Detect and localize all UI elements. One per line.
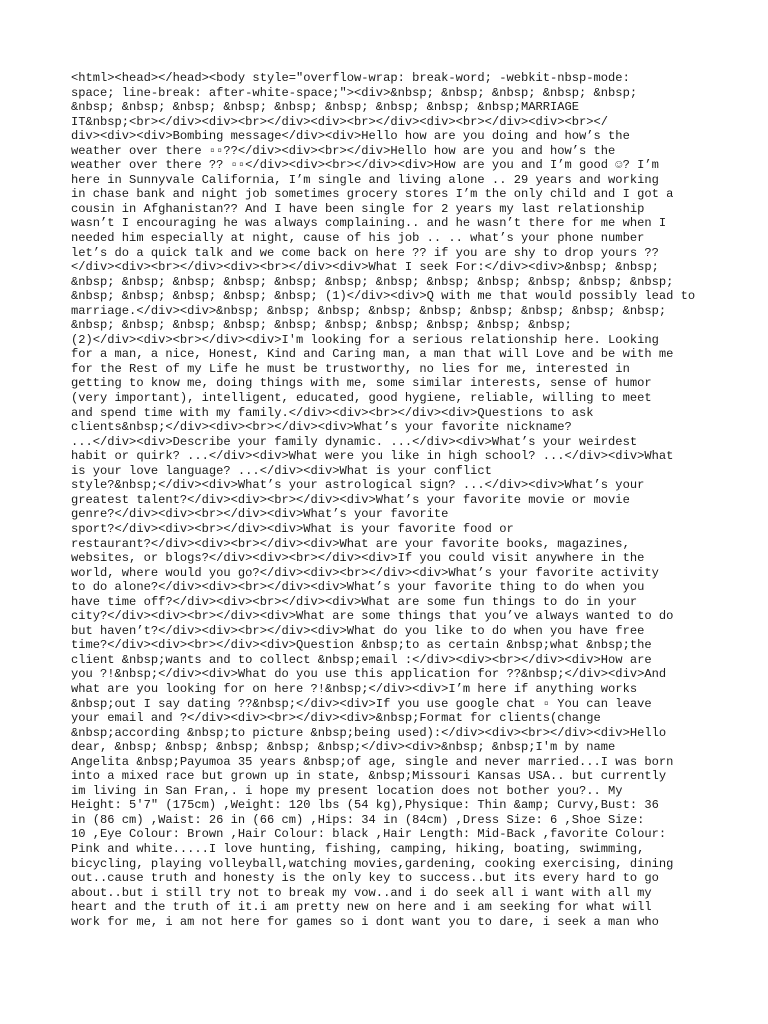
text-line: clients&nbsp;</div><div><br></div><div>What’s your favorite nickname? — [71, 420, 572, 435]
text-line: im living in San Fran,. i hope my present location does not bother you?.. My — [71, 783, 623, 798]
text-line: style?&nbsp;</div><div>What’s your astrological sign? ...</div><div>What’s your — [71, 478, 645, 493]
text-line: client &nbsp;wants and to collect &nbsp;email :</div><div><br></div><div>How are — [71, 652, 652, 667]
text-line: IT&nbsp;<br></div><div><br></div><div><br></div><div><br></div><div><br></ — [71, 114, 609, 129]
text-line: &nbsp; &nbsp; &nbsp; &nbsp; &nbsp; &nbsp; &nbsp; &nbsp; &nbsp; &nbsp; &nbsp; &nbsp; — [71, 274, 674, 289]
text-line: is your love language? ...</div><div>What is your conflict — [71, 463, 492, 478]
text-line: <html><head></head><body style="overflow-wrap: break-word; -webkit-nbsp-mode: — [71, 71, 630, 85]
text-line: for a man, a nice, Honest, Kind and Caring man, a man that will Love and be with me — [71, 347, 674, 362]
text-line: what are you looking for on here ?!&nbsp;</div><div>I’m here if anything works — [71, 681, 638, 696]
text-line: getting to know me, doing things with me, some similar interests, sense of humor — [71, 376, 652, 391]
text-line: for the Rest of my Life he must be trustworthy, no lies for me, interested in — [71, 361, 630, 376]
text-line: but haven’t?</div><div><br></div><div>What do you like to do when you have free — [71, 623, 645, 638]
text-line: bicycling, playing volleyball,watching movies,gardening, cooking exercising, dining — [71, 856, 674, 871]
text-line: greatest talent?</div><div><br></div><div>What’s your favorite movie or movie — [71, 492, 630, 507]
text-line: 10 ,Eye Colour: Brown ,Hair Colour: black ,Hair Length: Mid-Back ,favorite Colour: — [71, 827, 667, 842]
text-line: and spend time with my family.</div><div><br></div><div>Questions to ask — [71, 405, 594, 420]
text-line: </div><div><br></div><div><br></div><div>What I seek For:</div><div>&nbsp; &nbsp; — [71, 260, 659, 275]
text-line: marriage.</div><div>&nbsp; &nbsp; &nbsp; &nbsp; &nbsp; &nbsp; &nbsp; &nbsp; &nbsp; — [71, 303, 667, 318]
text-line: here in Sunnyvale California, I’m single and living alone .. 29 years and working — [71, 172, 659, 187]
text-line: (very important), intelligent, educated, good hygiene, reliable, willing to meet — [71, 391, 652, 406]
text-line: genre?</div><div><br></div><div>What’s your favorite — [71, 507, 449, 522]
text-line: Pink and white.....I love hunting, fishing, camping, hiking, boating, swimming, — [71, 841, 645, 856]
text-line: weather over there ▫▫??</div><div><br></div>Hello how are you and how’s the — [71, 143, 616, 158]
text-line: &nbsp; &nbsp; &nbsp; &nbsp; &nbsp; &nbsp; &nbsp; &nbsp; &nbsp;MARRIAGE — [71, 100, 580, 115]
text-line: restaurant?</div><div><br></div><div>What are your favorite books, magazines, — [71, 536, 630, 551]
text-line: ...</div><div>Describe your family dynamic. ...</div><div>What’s your weirdest — [71, 434, 638, 449]
text-line: heart and the truth of it.i am pretty new on here and i am seeking for what will — [71, 900, 652, 915]
text-line: needed him especially at night, cause of his job .. .. what’s your phone number — [71, 231, 645, 246]
text-line: &nbsp;out I say dating ??&nbsp;</div><div>If you use google chat ▫ You can leave — [71, 696, 652, 711]
text-line: cousin in Afghanistan?? And I have been single for 2 years my last relationship — [71, 201, 645, 216]
text-line: in chase bank and night job sometimes grocery stores I’m the only child and I got a — [71, 187, 674, 202]
text-line: in (86 cm) ,Waist: 26 in (66 cm) ,Hips: 34 in (84cm) ,Dress Size: 6 ,Shoe Size: — [71, 812, 645, 827]
text-line: &nbsp; &nbsp; &nbsp; &nbsp; &nbsp; &nbsp; &nbsp; &nbsp; &nbsp; &nbsp; — [71, 318, 572, 333]
text-line: dear, &nbsp; &nbsp; &nbsp; &nbsp; &nbsp;</div><div>&nbsp; &nbsp;I'm by name — [71, 740, 616, 755]
text-line: div><div><div>Bombing message</div><div>Hello how are you doing and how’s the — [71, 129, 630, 144]
text-line: &nbsp; &nbsp; &nbsp; &nbsp; &nbsp; (1)</div><div>Q with me that would possibly lead to — [71, 289, 696, 304]
text-line: let’s do a quick talk and we come back on here ?? if you are shy to drop yours ?? — [71, 245, 659, 260]
text-line: (2)</div><div><br></div><div>I'm looking for a serious relationship here. Looking — [71, 332, 659, 347]
text-line: sport?</div><div><br></div><div>What is your favorite food or — [71, 521, 514, 536]
text-line: weather over there ?? ▫▫</div><div><br></div><div>How are you and I’m good ☺? I’m — [71, 158, 659, 173]
text-line: &nbsp;according &nbsp;to picture &nbsp;being used):</div><div><br></div><div>Hello — [71, 725, 667, 740]
text-line: time?</div><div><br></div><div>Question &nbsp;to as certain &nbsp;what &nbsp;the — [71, 638, 652, 653]
text-line: about..but i still try not to break my vow..and i do seek all i want with all my — [71, 885, 652, 900]
raw-html-source-text — [71, 71, 728, 929]
text-line: your email and ?</div><div><br></div><div>&nbsp;Format for clients(change — [71, 711, 601, 726]
text-line: world, where would you go?</div><div><br></div><div>What’s your favorite activity — [71, 565, 659, 580]
text-line: you ?!&nbsp;</div><div>What do you use this application for ??&nbsp;</div><div>And — [71, 667, 667, 682]
text-line: habit or quirk? ...</div><div>What were you like in high school? ...</div><div>What — [71, 449, 674, 464]
text-line: space; line-break: after-white-space;"><div>&nbsp; &nbsp; &nbsp; &nbsp; &nbsp; — [71, 85, 638, 100]
text-line: websites, or blogs?</div><div><br></div><div>If you could visit anywhere in the — [71, 551, 645, 566]
text-line: Height: 5'7" (175cm) ,Weight: 120 lbs (54 kg),Physique: Thin &amp; Curvy,Bust: 36 — [71, 798, 659, 813]
text-line: city?</div><div><br></div><div>What are some things that you’ve always wanted to do — [71, 609, 674, 624]
text-line: to do alone?</div><div><br></div><div>What’s your favorite thing to do when you — [71, 580, 645, 595]
text-line: wasn’t I encouraging he was always complaining.. and he wasn’t there for me when I — [71, 216, 667, 231]
text-line: into a mixed race but grown up in state, &nbsp;Missouri Kansas USA.. but currently — [71, 769, 667, 784]
text-line: Angelita &nbsp;Payumoa 35 years &nbsp;of age, single and never married...I was born — [71, 754, 674, 769]
text-line: work for me, i am not here for games so i dont want you to dare, i seek a man who — [71, 914, 659, 929]
text-line: out..cause truth and honesty is the only key to success..but its every hard to go — [71, 871, 659, 886]
text-line: have time off?</div><div><br></div><div>What are some fun things to do in your — [71, 594, 638, 609]
